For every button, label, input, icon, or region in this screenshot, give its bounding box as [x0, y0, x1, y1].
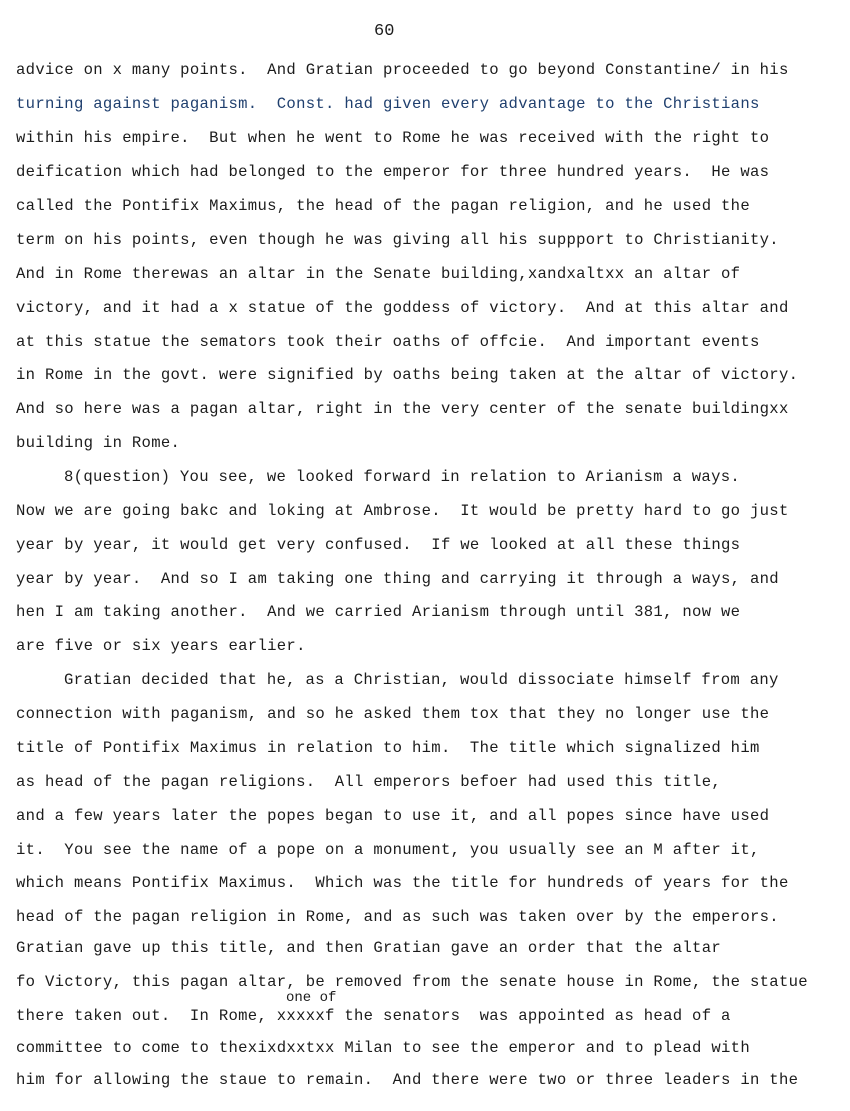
paragraph-start-line: Gratian decided that he, as a Christian, would dissociate himself from any [64, 671, 779, 689]
text-line: advice on x many points. And Gratian proceeded to go beyond Constantine/ in his [16, 61, 789, 79]
text-line: at this statue the semators took their oaths of offcie. And important events [16, 333, 760, 351]
text-line: year by year, it would get very confused. If we looked at all these things [16, 536, 741, 554]
text-line: called the Pontifix Maximus, the head of the pagan religion, and he used the [16, 197, 750, 215]
text-line: him for allowing the staue to remain. And there were two or three leaders in the [16, 1071, 799, 1089]
text-line: which means Pontifix Maximus. Which was the title for hundreds of years for the [16, 874, 789, 892]
text-line: within his empire. But when he went to Rome he was received with the right to [16, 129, 770, 147]
text-line: term on his points, even though he was giving all his suppport to Christianity. [16, 231, 779, 249]
text-line: connection with paganism, and so he asked them tox that they no longer use the [16, 705, 770, 723]
text-line: as head of the pagan religions. All emperors befoer had used this title, [16, 773, 722, 791]
text-line: year by year. And so I am taking one thing and carrying it through a ways, and [16, 570, 779, 588]
text-line: committee to come to thexixdxxtxx Milan to see the emperor and to plead with [16, 1039, 750, 1057]
text-line: it. You see the name of a pope on a monument, you usually see an M after it, [16, 841, 760, 859]
text-line: fo Victory, this pagan altar, be removed from the senate house in Rome, the statue [16, 973, 808, 991]
text-line: Gratian gave up this title, and then Gratian gave an order that the altar [16, 939, 722, 957]
text-line: in Rome in the govt. were signified by oaths being taken at the altar of victory. [16, 366, 799, 384]
text-line: Now we are going bakc and loking at Ambrose. It would be pretty hard to go just [16, 502, 789, 520]
text-line: And in Rome therewas an altar in the Senate building,xandxaltxx an altar of [16, 265, 741, 283]
paragraph-start-line: 8(question) You see, we looked forward in relation to Arianism a ways. [64, 468, 741, 486]
text-line: victory, and it had a x statue of the goddess of victory. And at this altar and [16, 299, 789, 317]
text-line: turning against paganism. Const. had given every advantage to the Christians [16, 95, 760, 113]
text-line: title of Pontifix Maximus in relation to him. The title which signalized him [16, 739, 760, 757]
text-line: and a few years later the popes began to use it, and all popes since have used [16, 807, 770, 825]
text-line: And so here was a pagan altar, right in the very center of the senate buildingxx [16, 400, 789, 418]
text-line: there taken out. In Rome, xxxxxf the senators was appointed as head of a [16, 1007, 731, 1025]
text-line: deification which had belonged to the emperor for three hundred years. He was [16, 163, 770, 181]
interlinear-insert: one of [286, 990, 337, 1006]
text-line: are five or six years earlier. [16, 637, 306, 655]
text-line: building in Rome. [16, 434, 181, 452]
text-line: hen I am taking another. And we carried Arianism through until 381, now we [16, 603, 741, 621]
text-line: head of the pagan religion in Rome, and as such was taken over by the emperors. [16, 908, 779, 926]
page-number: 60 [374, 22, 395, 41]
